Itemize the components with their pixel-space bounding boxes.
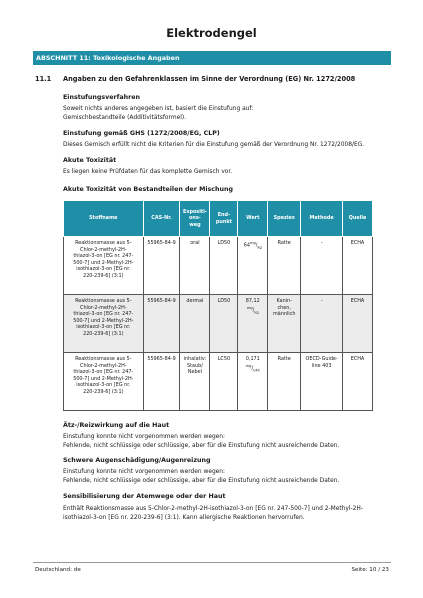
cell-quelle: ECHA xyxy=(343,353,373,411)
augen-line-1: Einstufung konnte nicht vorgenommen werden wegen: xyxy=(63,469,226,475)
table-header-row xyxy=(64,201,373,237)
cell-cas: 55965-84-9 xyxy=(143,295,180,353)
cell-expositionsweg: inhalativ: Staub/ Nebel xyxy=(180,353,210,411)
augen-line-2: Fehlende, nicht schlüssige oder schlüssige, aber für die Einstufung nicht ausreichende Daten. xyxy=(63,478,340,484)
aetz-line-2: Fehlende, nicht schlüssige oder schlüssige, aber für die Einstufung nicht ausreichende Daten. xyxy=(63,443,340,449)
augen-heading: Schwere Augenschädigung/Augenreizung xyxy=(63,457,211,464)
table-row xyxy=(64,295,373,353)
sensibilisierung-line-2: isothiazol-3-on [EG nr. 220-239-6] (3:1). Kann allergische Reaktionen hervorrufen. xyxy=(63,515,305,521)
footer-country: Deutschland: de xyxy=(35,567,81,573)
cell-expositionsweg: dermal xyxy=(180,295,210,353)
cell-endpunkt: LD50 xyxy=(210,237,238,295)
header-methode: Methode xyxy=(301,201,343,237)
cell-methode: - xyxy=(301,295,343,353)
cell-endpunkt: LD50 xyxy=(210,295,238,353)
toxicity-table xyxy=(63,200,373,411)
footer-divider xyxy=(33,562,391,563)
table-row xyxy=(64,237,373,295)
cell-spezies: Ratte xyxy=(268,353,301,411)
aetz-heading: Ätz-/Reizwirkung auf die Haut xyxy=(63,422,170,429)
cell-methode: - xyxy=(301,237,343,295)
cell-spezies: Kanin- chen, männlich xyxy=(268,295,301,353)
footer-page-number: Seite: 10 / 23 xyxy=(351,567,389,573)
ghs-text: Dieses Gemisch erfüllt nicht die Kriterien für die Einstufung gemäß der Verordnung Nr. 1272/2008/EG. xyxy=(63,142,365,148)
cell-quelle: ECHA xyxy=(343,237,373,295)
einstufungsverfahren-heading: Einstufungsverfahren xyxy=(63,94,140,101)
subsection-title: Angaben zu den Gefahrenklassen im Sinne der Verordnung (EG) Nr. 1272/2008 xyxy=(63,75,356,83)
header-quelle: Quelle xyxy=(343,201,373,237)
cell-cas: 55965-84-9 xyxy=(143,353,180,411)
cell-spezies: Ratte xyxy=(268,237,301,295)
akute-toxizitaet-text: Es liegen keine Prüfdaten für das komplette Gemisch vor. xyxy=(63,169,233,175)
cell-cas: 55965-84-9 xyxy=(143,237,180,295)
cell-expositionsweg: oral xyxy=(180,237,210,295)
aetz-line-1: Einstufung konnte nicht vorgenommen werden wegen: xyxy=(63,434,226,440)
cell-stoffname: Reaktionsmasse aus 5- Chlor-2-methyl-2H- thiazol-3-on [EG nr. 247- 500-7] und 2-Methyl-2H- isothiazol-3-on [EG nr. 220-239-6] (3:1) xyxy=(64,237,144,295)
header-stoffname: Stoffname xyxy=(64,201,144,237)
section-header-bar: ABSCHNITT 11: Toxikologische Angaben xyxy=(33,51,391,65)
cell-methode: OECD-Guide- line 403 xyxy=(301,353,343,411)
einstufungsverfahren-line-2: Gemischbestandteile (Additivitätsformel). xyxy=(63,115,187,121)
header-wert: Wert xyxy=(238,201,268,237)
akute-toxizitaet-heading: Akute Toxizität xyxy=(63,157,117,164)
table-row xyxy=(64,353,373,411)
cell-wert: $64^{mg}/_{kg}$ xyxy=(238,237,268,295)
cell-stoffname: Reaktionsmasse aus 5- Chlor-2-methyl-2H- thiazol-3-on [EG nr. 247- 500-7] und 2-Methyl-2H- isothiazol-3-on [EG nr. 220-239-6] (3:1) xyxy=(64,295,144,353)
table-caption: Akute Toxizität von Bestandteilen der Mischung xyxy=(63,186,233,193)
header-spezies: Spezies xyxy=(268,201,301,237)
sensibilisierung-heading: Sensibilisierung der Atemwege oder der Haut xyxy=(63,493,226,500)
header-endpunkt: End- punkt xyxy=(210,201,238,237)
subsection-number: 11.1 xyxy=(35,75,52,83)
header-cas: CAS-Nr. xyxy=(143,201,180,237)
einstufungsverfahren-line-1: Soweit nichts anderes angegeben ist, basiert die Einstufung auf: xyxy=(63,106,254,112)
cell-wert: 0,171 $^{mg}/_{l/4h}$ xyxy=(238,353,268,411)
cell-stoffname: Reaktionsmasse aus 5- Chlor-2-methyl-2H- thiazol-3-on [EG nr. 247- 500-7] und 2-Methyl-2H- isothiazol-3-on [EG nr. 220-239-6] (3:1) xyxy=(64,353,144,411)
cell-wert: 87,12 $^{mg}/_{kg}$ xyxy=(238,295,268,353)
document-title: Elektrodengel xyxy=(166,26,257,40)
cell-endpunkt: LC50 xyxy=(210,353,238,411)
header-expositionsweg: Expositi- ons- weg xyxy=(180,201,210,237)
cell-quelle: ECHA xyxy=(343,295,373,353)
sensibilisierung-line-1: Enthält Reaktionsmasse aus 5-Chlor-2-methyl-2H-isothiazol-3-on [EG nr. 247-500-7] und 2-Methyl-2H- xyxy=(63,506,363,512)
ghs-heading: Einstufung gemäß GHS (1272/2008/EG, CLP) xyxy=(63,130,220,137)
